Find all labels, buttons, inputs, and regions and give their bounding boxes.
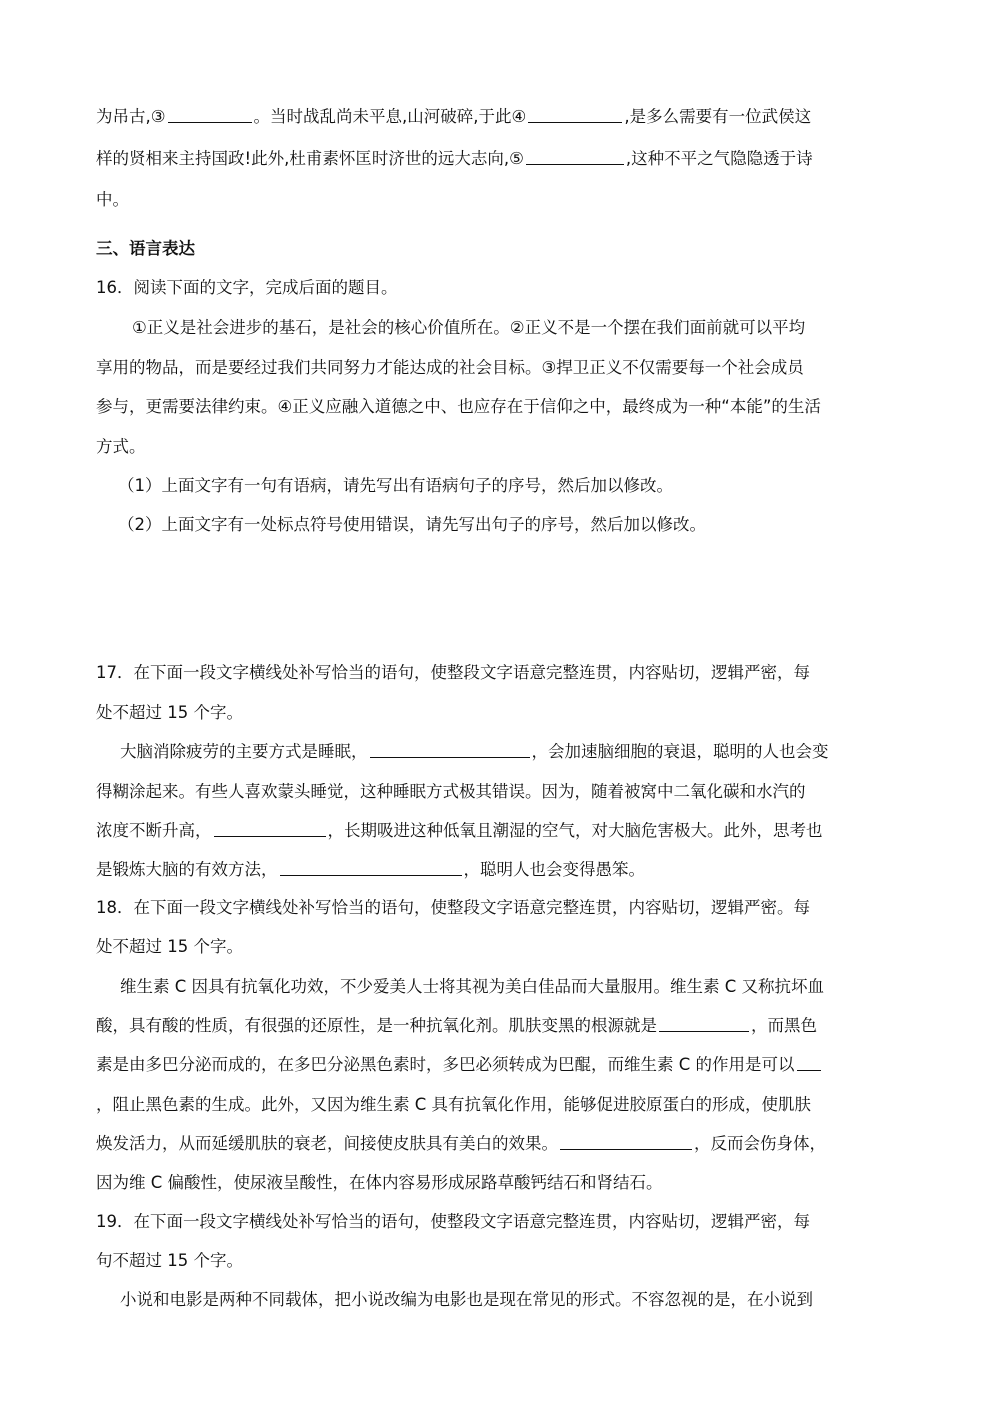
answer-blank[interactable] (528, 108, 622, 123)
answer-blank[interactable] (168, 108, 252, 123)
q17-stem: 处不超过 15 个字。 (96, 703, 243, 722)
q18-line: 维生素 C 因具有抗氧化功效，不少爱美人士将其视为美白佳品而大量服用。维生素 C 又称抗坏血 (120, 977, 825, 996)
answer-blank[interactable] (560, 1135, 692, 1150)
q15-line-2: 样的贤相来主持国政!此外,杜甫素怀匡时济世的远大志向,⑤ ,这种不平之气隐隐透于诗 (96, 149, 813, 168)
q17-stem: 17．在下面一段文字横线处补写恰当的语句，使整段文字语意完整连贯，内容贴切，逻辑严密，每 (96, 663, 810, 682)
answer-blank[interactable] (659, 1017, 749, 1032)
q18-line: 酸，具有酸的性质，有很强的还原性，是一种抗氧化剂。肌肤变黑的根源就是 ，而黑色 (96, 1016, 817, 1035)
q16-paragraph-line: 参与，更需要法律约束。④正义应融入道德之中、也应存在于信仰之中，最终成为一种“本能”的生活 (96, 397, 821, 416)
q17-line: 浓度不断升高， ，长期吸进这种低氧且潮湿的空气，对大脑危害极大。此外，思考也 (96, 821, 823, 840)
q16-subquestion-2: （2）上面文字有一处标点符号使用错误，请先写出句子的序号，然后加以修改。 (118, 515, 706, 534)
q16-paragraph-line: ①正义是社会进步的基石，是社会的核心价值所在。②正义不是一个摆在我们面前就可以平均 (132, 318, 806, 337)
answer-blank[interactable] (370, 743, 530, 758)
answer-blank[interactable] (797, 1056, 821, 1071)
q16-subquestion-1: （1）上面文字有一句有语病，请先写出有语病句子的序号，然后加以修改。 (118, 476, 673, 495)
q17-line: 是锻炼大脑的有效方法， ，聪明人也会变得愚笨。 (96, 860, 645, 879)
q18-line: ，阻止黑色素的生成。此外，又因为维生素 C 具有抗氧化作用，能够促进胶原蛋白的形成，使肌肤 (96, 1095, 812, 1114)
q15-line-1: 为吊古,③ 。当时战乱尚未平息,山河破碎,于此④ ,是多么需要有一位武侯这 (96, 107, 812, 126)
q17-line: 得糊涂起来。有些人喜欢蒙头睡觉，这种睡眠方式极其错误。因为，随着被窝中二氧化碳和水汽的 (96, 782, 806, 801)
q17-line: 大脑消除疲劳的主要方式是睡眠， ，会加速脑细胞的衰退，聪明的人也会变 (120, 742, 829, 761)
q15-line-3: 中。 (96, 190, 129, 209)
q16-paragraph-line: 方式。 (96, 437, 146, 456)
q16-stem: 16．阅读下面的文字，完成后面的题目。 (96, 278, 398, 297)
q18-stem: 18．在下面一段文字横线处补写恰当的语句，使整段文字语意完整连贯，内容贴切，逻辑严密。每 (96, 898, 810, 917)
q18-stem: 处不超过 15 个字。 (96, 937, 243, 956)
q19-stem: 19．在下面一段文字横线处补写恰当的语句，使整段文字语意完整连贯，内容贴切，逻辑严密，每 (96, 1212, 810, 1231)
q18-line: 焕发活力，从而延缓肌肤的衰老，间接使皮肤具有美白的效果。 ，反而会伤身体， (96, 1134, 826, 1153)
q18-line: 素是由多巴分泌而成的，在多巴分泌黑色素时，多巴必须转成为巴醌，而维生素 C 的作用是可以 (96, 1055, 823, 1075)
answer-blank[interactable] (214, 822, 326, 837)
section-heading: 三、语言表达 (96, 239, 195, 258)
answer-blank[interactable] (280, 861, 462, 876)
answer-blank[interactable] (526, 150, 624, 165)
q18-line: 因为维 C 偏酸性，使尿液呈酸性，在体内容易形成尿路草酸钙结石和肾结石。 (96, 1173, 663, 1192)
q16-paragraph-line: 享用的物品，而是要经过我们共同努力才能达成的社会目标。③捍卫正义不仅需要每一个社会成员 (96, 358, 804, 377)
q19-stem: 句不超过 15 个字。 (96, 1251, 243, 1270)
q19-line: 小说和电影是两种不同载体，把小说改编为电影也是现在常见的形式。不容忽视的是，在小说到 (120, 1290, 813, 1309)
